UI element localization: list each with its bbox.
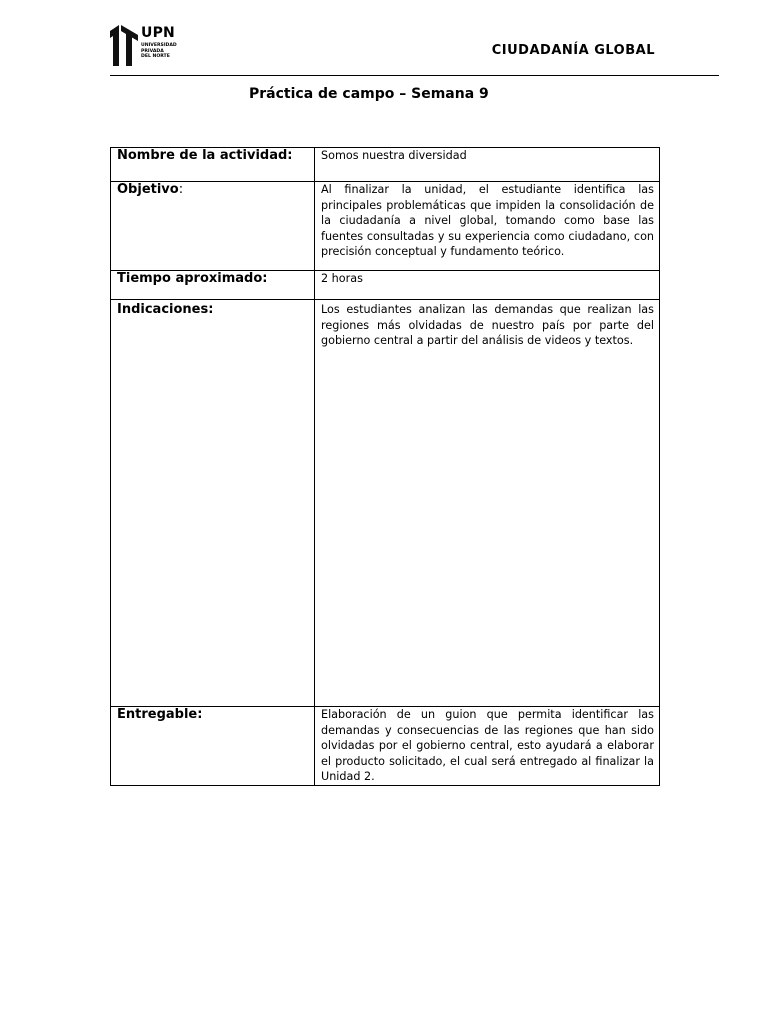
row-label-suffix: : xyxy=(178,182,184,197)
logo-subtitle xyxy=(141,43,189,60)
logo-subtitle-line: UNIVERSIDAD xyxy=(141,43,177,48)
row-label xyxy=(111,182,315,271)
table-row xyxy=(111,148,660,182)
logo-brand-text: UPN xyxy=(141,25,175,41)
logo-subtitle-line: DEL NORTE xyxy=(141,54,170,60)
row-label: Nombre de la actividad: xyxy=(111,148,315,182)
row-label: Entregable: xyxy=(111,707,315,786)
course-title: CIUDADANÍA GLOBAL xyxy=(491,43,655,58)
upn-logo-mark-icon xyxy=(108,24,140,68)
upn-logo xyxy=(108,24,188,68)
row-label: Tiempo aproximado: xyxy=(111,271,315,300)
row-value: Elaboración de un guion que permita identificar las demandas y consecuencias de las regiones que han sido olvidadas por el gobierno central, esto ayudará a elaborar el producto solicitado, el cual será entregado al finalizar la Unidad 2. xyxy=(315,707,660,786)
row-value: Los estudiantes analizan las demandas que realizan las regiones más olvidadas de nuestro país por parte del gobierno central a partir del análisis de videos y textos. xyxy=(315,300,660,707)
row-value: Al finalizar la unidad, el estudiante identifica las principales problemáticas que impiden la consolidación de la ciudadanía a nivel global, tomando como base las fuentes consultadas y su experiencia como ciudadano, con precisión conceptual y fundamento teórico. xyxy=(315,182,660,271)
row-label: Indicaciones: xyxy=(111,300,315,707)
table-row xyxy=(111,707,660,786)
activity-form-table xyxy=(110,147,660,786)
row-label-text: Objetivo xyxy=(117,182,179,197)
page-title: Práctica de campo – Semana 9 xyxy=(249,86,489,102)
logo-subtitle-line: PRIVADA xyxy=(141,48,164,54)
table-row xyxy=(111,300,660,707)
table-row xyxy=(111,271,660,300)
table-row xyxy=(111,182,660,271)
header-divider xyxy=(110,75,719,76)
row-value: Somos nuestra diversidad xyxy=(315,148,660,182)
row-value: 2 horas xyxy=(315,271,660,300)
